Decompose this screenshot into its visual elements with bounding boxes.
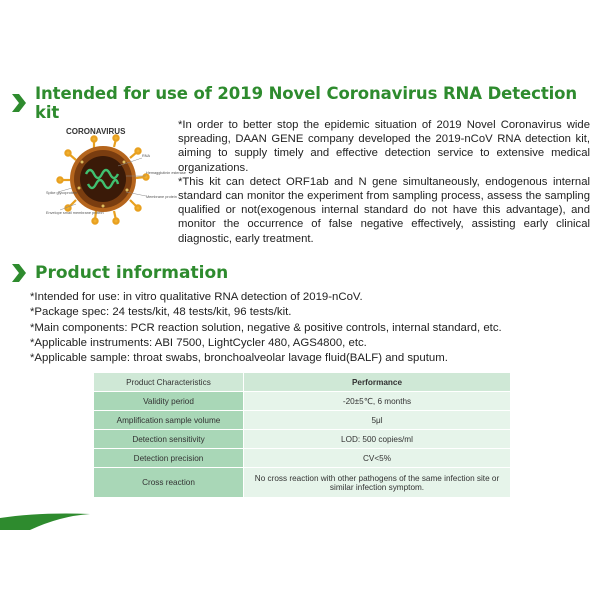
table-cell-value: 5μl [244, 411, 511, 430]
table-cell-label: Detection precision [94, 449, 244, 468]
table-header-row [94, 373, 511, 392]
label-spike: Spike glycoprotein [46, 191, 78, 195]
section-title: Intended for use of 2019 Novel Coronavirus RNA Detection kit [35, 84, 578, 122]
list-item: *Package spec: 24 tests/kit, 48 tests/kit, 96 tests/kit. [30, 306, 292, 319]
table-row [94, 411, 511, 430]
list-item: *Intended for use: in vitro qualitative RNA detection of 2019-nCoV. [30, 291, 363, 303]
coronavirus-illustration [46, 118, 186, 240]
table-cell-label: Detection sensitivity [94, 430, 244, 449]
table-row [94, 392, 511, 411]
intro-text [178, 118, 590, 246]
label-envelope: Envelope small membrane protein [46, 211, 104, 215]
section-header-intended-use [12, 84, 600, 122]
label-hemagglutinin: Hemagglutinin esterase [146, 171, 186, 175]
list-item: *Applicable sample: throat swabs, bronchoalveolar lavage fluid(BALF) and sputum. [30, 352, 448, 365]
section-header-product-information [12, 263, 228, 283]
column-header: Product Characteristics [94, 373, 244, 392]
label-membrane: Membrane protein [146, 195, 177, 199]
table-row [94, 430, 511, 449]
performance-table [93, 372, 511, 498]
list-item: *Applicable instruments: ABI 7500, LightCycler 480, AGS4800, etc. [30, 336, 367, 349]
illustration-title: CORONAVIRUS [66, 127, 126, 136]
column-header: Performance [244, 373, 511, 392]
table-cell-label: Cross reaction [94, 468, 244, 498]
table-row [94, 468, 511, 498]
decorative-swoosh [0, 500, 140, 530]
label-rna: RNA [142, 154, 151, 158]
chevron-right-icon [12, 264, 26, 282]
table-cell-value: -20±5℃, 6 months [244, 392, 511, 411]
section-title: Product information [35, 263, 229, 283]
table-cell-label: Amplification sample volume [94, 411, 244, 430]
product-info-list [30, 290, 502, 366]
table-cell-value: No cross reaction with other pathogens of the same infection site or similar infection symptom. [244, 468, 511, 498]
table-cell-value: LOD: 500 copies/ml [244, 430, 511, 449]
virus-diagram [46, 118, 186, 240]
table-cell-label: Validity period [94, 392, 244, 411]
intro-paragraph-2: *This kit can detect ORF1ab and N gene simultaneously, endogenous internal standard can monitor the experiment from sampling process, assess the sampling qualified or not(exogenous internal standard do not have this advantage), and monitor the occurrence of false negative effectively, assisting early clinical diagnostic, early treatment. [178, 175, 590, 245]
list-item: *Main components: PCR reaction solution, negative & positive controls, internal standard, etc. [30, 321, 502, 334]
table-cell-value: CV<5% [244, 449, 511, 468]
chevron-right-icon [12, 94, 26, 112]
table-row [94, 449, 511, 468]
intro-paragraph-1: *In order to better stop the epidemic situation of 2019 Novel Coronavirus wide spreading, DAAN GENE company developed the 2019-nCoV RNA detection kit, aiming to supply timely and effective detection service to extensive medical organizations. [178, 119, 590, 174]
